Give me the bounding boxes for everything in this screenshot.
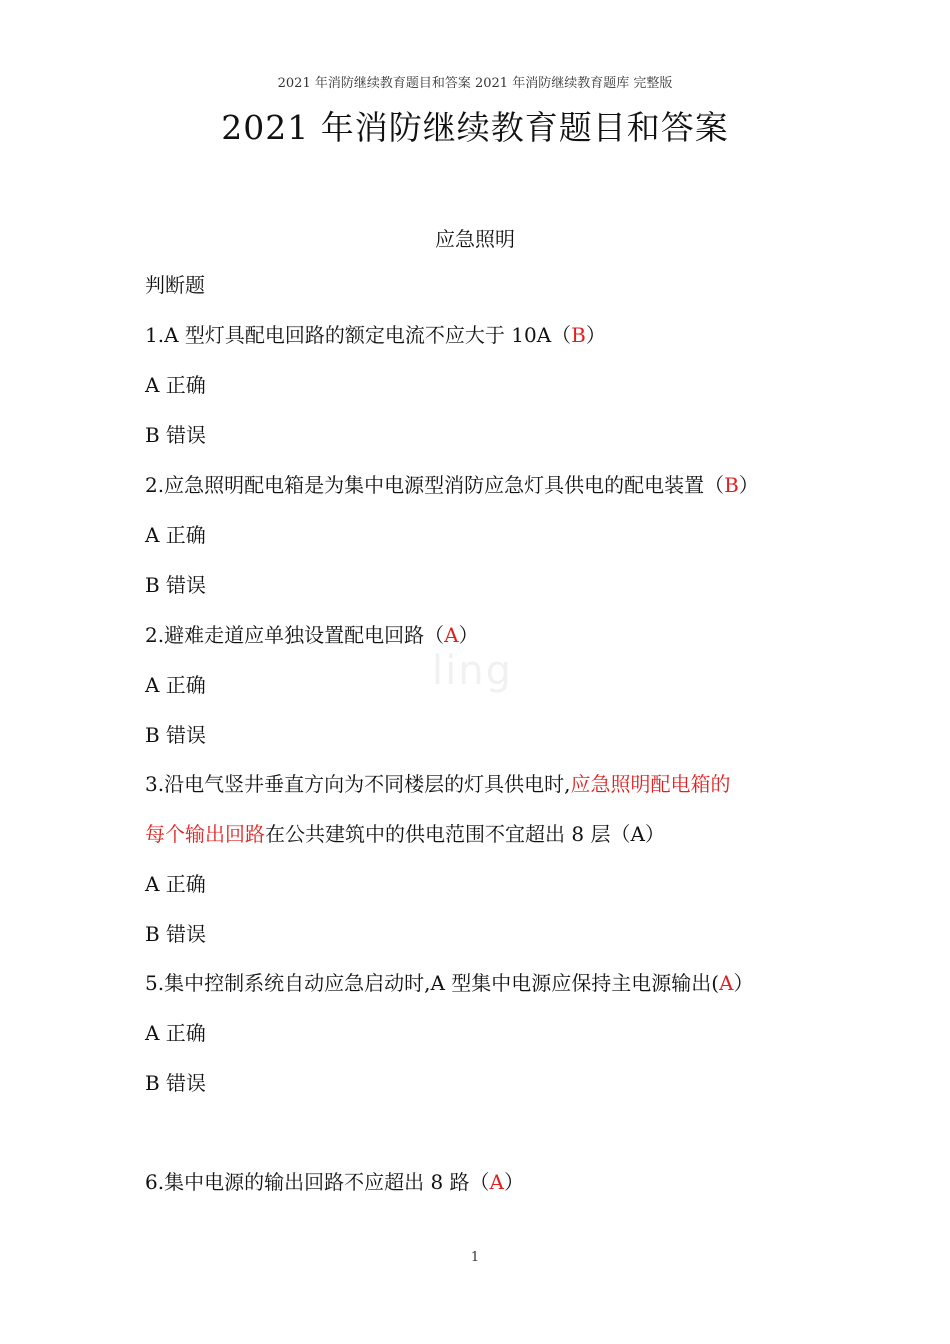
question-2b-option-b: B 错误 — [145, 723, 207, 747]
question-3-highlight-2: 每个输出回路 — [145, 822, 265, 846]
question-1-option-a: A 正确 — [145, 373, 206, 397]
question-5-close: ） — [733, 971, 754, 995]
question-6-answer: A — [489, 1170, 504, 1194]
section-title: 应急照明 — [435, 227, 515, 251]
question-6 — [145, 1168, 524, 1196]
question-3-line-1 — [145, 770, 730, 798]
question-2-answer: B — [724, 473, 739, 497]
question-2-close: ） — [738, 473, 759, 497]
question-3-highlight-1: 应急照明配电箱的 — [570, 772, 731, 796]
question-2 — [145, 471, 759, 499]
question-2b-option-a: A 正确 — [145, 673, 206, 697]
question-2b-stem: 2.避难走道应单独设置配电回路（ — [145, 623, 445, 647]
question-5-stem: 5.集中控制系统自动应急启动时,A 型集中电源应保持主电源输出( — [145, 971, 720, 995]
question-2b-answer: A — [444, 623, 459, 647]
question-2-option-a: A 正确 — [145, 523, 206, 547]
question-3-line-2 — [145, 820, 665, 848]
document-title: 2021 年消防继续教育题目和答案 — [221, 108, 729, 147]
question-2b-close: ） — [458, 623, 479, 647]
question-2-option-b: B 错误 — [145, 573, 207, 597]
subsection-label: 判断题 — [145, 273, 205, 297]
question-1 — [145, 321, 606, 349]
question-6-stem: 6.集中电源的输出回路不应超出 8 路（ — [145, 1170, 490, 1194]
question-5 — [145, 969, 754, 997]
question-2-stem: 2.应急照明配电箱是为集中电源型消防应急灯具供电的配电装置（ — [145, 473, 725, 497]
question-1-stem: 1.A 型灯具配电回路的额定电流不应大于 10A（ — [145, 323, 572, 347]
question-3-stem-part1: 3.沿电气竖井垂直方向为不同楼层的灯具供电时, — [145, 772, 571, 796]
question-3-option-a: A 正确 — [145, 872, 206, 896]
question-2b — [145, 621, 479, 649]
watermark: ling — [432, 648, 513, 694]
question-3-stem-part2: 在公共建筑中的供电范围不宜超出 8 层（A） — [265, 822, 665, 846]
question-6-close: ） — [503, 1170, 524, 1194]
question-5-answer: A — [719, 971, 734, 995]
question-1-close: ） — [585, 323, 606, 347]
question-1-option-b: B 错误 — [145, 423, 207, 447]
question-3-option-b: B 错误 — [145, 922, 207, 946]
question-5-option-a: A 正确 — [145, 1021, 206, 1045]
question-1-answer: B — [571, 323, 586, 347]
running-head: 2021 年消防继续教育题目和答案 2021 年消防继续教育题库 完整版 — [277, 76, 673, 91]
question-5-option-b: B 错误 — [145, 1071, 207, 1095]
page-number: 1 — [470, 1250, 480, 1265]
